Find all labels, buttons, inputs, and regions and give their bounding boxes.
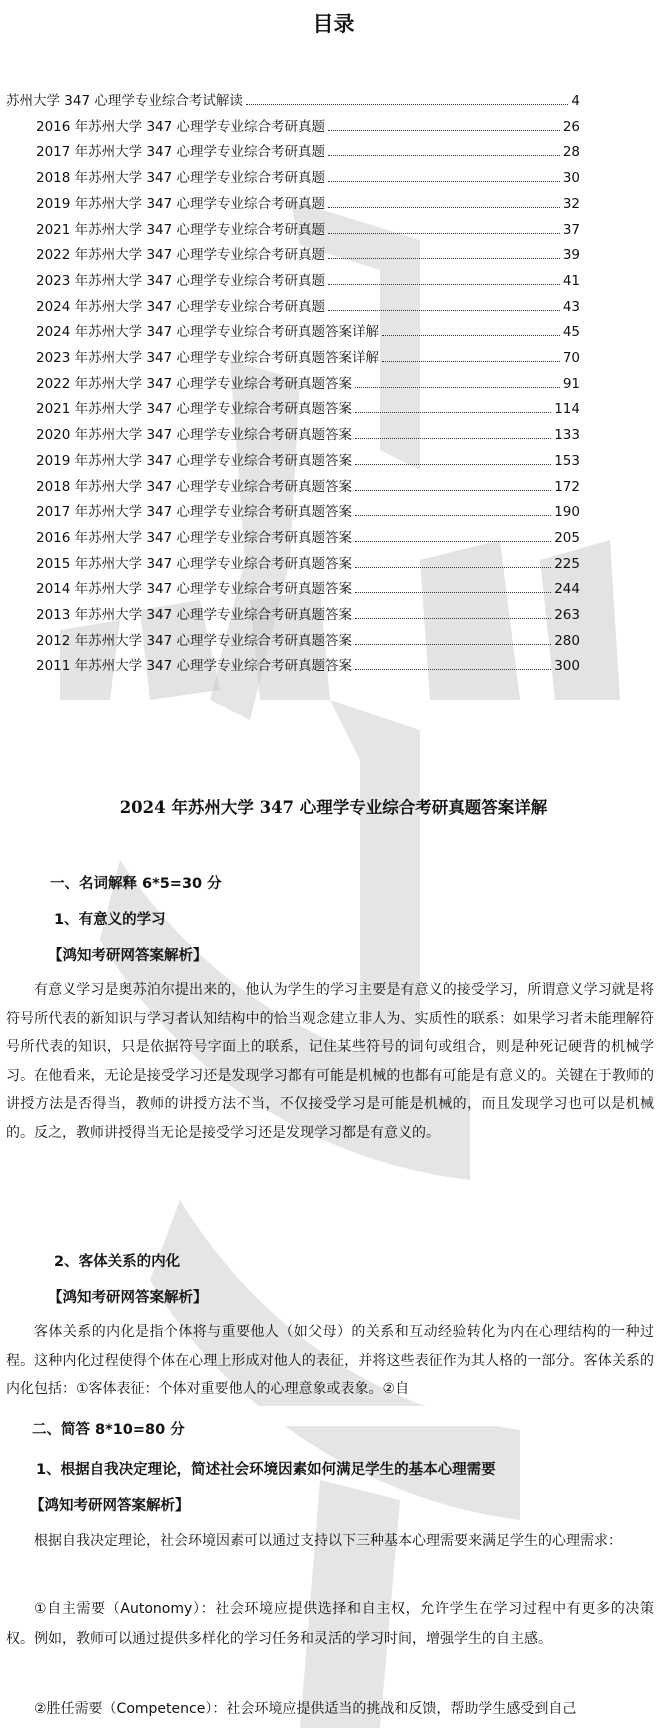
toc-leader-dots: [355, 490, 551, 491]
toc-leader-dots: [355, 669, 551, 670]
toc-leader-dots: [355, 515, 551, 516]
answers-title: 2024 年苏州大学 347 心理学专业综合考研真题答案详解: [119, 798, 548, 817]
toc-entry-title: 2017 年苏州大学 347 心理学专业综合考研真题: [36, 144, 325, 161]
toc-leader-dots: [382, 335, 560, 336]
toc-entry[interactable]: [36, 552, 580, 572]
toc-leader-dots: [328, 284, 560, 285]
s1-point-autonomy: ①自主需要（Autonomy）：社会环境应提供选择和自主权，允许学生在学习过程中有更多的决策权。例如，教师可以通过提供多样化的学习任务和灵活的学习时间，增强学生的自主感。: [6, 1601, 654, 1647]
toc-entry-page: 45: [562, 324, 580, 341]
toc-leader-dots: [328, 207, 560, 208]
toc-entry-page: 91: [562, 375, 580, 392]
toc-entry-title: 2015 年苏州大学 347 心理学专业综合考研真题答案: [36, 555, 352, 572]
toc-entry-title: 2012 年苏州大学 347 心理学专业综合考研真题答案: [36, 632, 352, 649]
toc-entry-page: 4: [571, 93, 580, 109]
toc-entry-page: 41: [562, 272, 580, 289]
toc-entry-page: 30: [562, 170, 580, 187]
toc-leader-dots: [382, 361, 560, 362]
q1-answer-tag: 【鸿知考研网答案解析】: [48, 948, 208, 964]
toc-entry[interactable]: [36, 372, 580, 392]
toc-entry-title: 2019 年苏州大学 347 心理学专业综合考研真题: [36, 195, 325, 212]
toc-entry[interactable]: [36, 140, 580, 160]
toc-entry-title: 2011 年苏州大学 347 心理学专业综合考研真题答案: [36, 658, 352, 675]
toc-entry-title: 2013 年苏州大学 347 心理学专业综合考研真题答案: [36, 607, 352, 623]
s1-heading: 1、根据自我决定理论，简述社会环境因素如何满足学生的基本心理需要: [36, 1462, 496, 1478]
toc-leader-dots: [355, 464, 551, 465]
toc-leader-dots: [328, 233, 560, 234]
toc-entry-title: 2016 年苏州大学 347 心理学专业综合考研真题答案: [36, 529, 352, 546]
toc-entry-page: 225: [554, 555, 580, 572]
toc-entry-title: 2021 年苏州大学 347 心理学专业综合考研真题答案: [36, 401, 352, 418]
toc-entry-page: 133: [554, 427, 580, 444]
q2-answer-tag: 【鸿知考研网答案解析】: [48, 1290, 208, 1306]
toc-entry[interactable]: [36, 346, 580, 366]
toc-entry-title: 2024 年苏州大学 347 心理学专业综合考研真题: [36, 298, 325, 315]
toc-entry-title: 2016 年苏州大学 347 心理学专业综合考研真题: [36, 118, 325, 135]
q2-heading: 2、客体关系的内化: [54, 1254, 181, 1270]
q1-heading: 1、有意义的学习: [54, 912, 166, 928]
toc-entry-title: 2014 年苏州大学 347 心理学专业综合考研真题答案: [36, 581, 352, 598]
toc-entry[interactable]: [36, 192, 580, 212]
toc-entry-title: 2018 年苏州大学 347 心理学专业综合考研真题答案: [36, 478, 352, 495]
toc-entry-title: 2019 年苏州大学 347 心理学专业综合考研真题答案: [36, 452, 352, 469]
toc-entry-page: 70: [562, 350, 580, 366]
toc-leader-dots: [328, 258, 560, 259]
toc-entry-page: 190: [554, 504, 580, 521]
toc-entry-page: 43: [562, 298, 580, 315]
toc-entry[interactable]: [36, 449, 580, 469]
toc-entry-title: 2017 年苏州大学 347 心理学专业综合考研真题答案: [36, 504, 352, 521]
toc-entry-title: 2024 年苏州大学 347 心理学专业综合考研真题答案详解: [36, 324, 379, 341]
toc-entry-page: 153: [554, 452, 580, 469]
toc-entry[interactable]: [36, 115, 580, 135]
toc-entry[interactable]: [36, 603, 580, 623]
toc-leader-dots: [355, 592, 551, 593]
toc-entry-page: 300: [554, 658, 580, 675]
toc-entry[interactable]: [36, 577, 580, 597]
toc-leader-dots: [328, 310, 560, 311]
toc-leader-dots: [328, 155, 560, 156]
toc-entry-page: 263: [554, 607, 580, 623]
toc-entry-title: 2021 年苏州大学 347 心理学专业综合考研真题: [36, 221, 325, 238]
toc-entry-title: 2020 年苏州大学 347 心理学专业综合考研真题答案: [36, 427, 352, 444]
toc-entry-page: 244: [554, 581, 580, 598]
toc-leader-dots: [355, 567, 551, 568]
toc-entry-title: 2022 年苏州大学 347 心理学专业综合考研真题答案: [36, 375, 352, 392]
toc-entry[interactable]: [36, 500, 580, 520]
toc-entry[interactable]: [36, 475, 580, 495]
toc-entry-page: 114: [554, 401, 580, 418]
toc-leader-dots: [355, 387, 560, 388]
part1-heading: 一、名词解释 6*5=30 分: [50, 876, 222, 892]
toc-leader-dots: [328, 130, 560, 131]
toc-entry-title: 2018 年苏州大学 347 心理学专业综合考研真题: [36, 170, 325, 187]
toc-entry-page: 39: [562, 247, 580, 264]
toc-leader-dots: [355, 644, 551, 645]
toc-entry-page: 32: [562, 195, 580, 212]
toc-leader-dots: [246, 104, 569, 105]
toc-entry[interactable]: [36, 526, 580, 546]
toc-entry[interactable]: [36, 269, 580, 289]
s1-intro: 根据自我决定理论，社会环境因素可以通过支持以下三种基本心理需要来满足学生的心理需求：: [34, 1533, 622, 1549]
toc-entry-title: 2022 年苏州大学 347 心理学专业综合考研真题: [36, 247, 325, 264]
toc-entry-page: 280: [554, 632, 580, 649]
toc-leader-dots: [355, 618, 551, 619]
toc-entry-page: 28: [562, 144, 580, 161]
toc-entry-page: 37: [562, 221, 580, 238]
toc-entry[interactable]: [36, 629, 580, 649]
toc-title: 目录: [312, 11, 355, 36]
toc-leader-dots: [355, 541, 551, 542]
toc-entry[interactable]: [36, 423, 580, 443]
toc-leader-dots: [328, 181, 560, 182]
toc-entry[interactable]: [36, 397, 580, 417]
q2-answer-text: 客体关系的内化是指个体将与重要他人（如父母）的关系和互动经验转化为内在心理结构的一种过程。这种内化过程使得个体在心理上形成对他人的表征，并将这些表征作为其人格的一部分。客体关系的内化包括：①客体表征：个体对重要他人的心理意象或表象。②自: [6, 1324, 654, 1397]
s1-point-competence: ②胜任需要（Competence）：社会环境应提供适当的挑战和反馈，帮助学生感受到自己: [34, 1701, 577, 1717]
toc-entry[interactable]: [36, 166, 580, 186]
toc-entry[interactable]: [36, 218, 580, 238]
toc-entry-page: 172: [554, 478, 580, 495]
toc-entry-page: 205: [554, 529, 580, 546]
toc-entry-title: 苏州大学 347 心理学专业综合考试解读: [6, 93, 243, 109]
part2-heading: 二、简答 8*10=80 分: [32, 1422, 185, 1438]
toc-leader-dots: [355, 438, 551, 439]
toc-entry[interactable]: [36, 320, 580, 340]
s1-answer-tag: 【鸿知考研网答案解析】: [30, 1498, 190, 1514]
toc-entry[interactable]: [6, 89, 580, 109]
toc-entry[interactable]: [36, 243, 580, 263]
q1-answer-text: 有意义学习是奥苏泊尔提出来的，他认为学生的学习主要是有意义的接受学习，所谓意义学习就是将符号所代表的新知识与学习者认知结构中的恰当观念建立非人为、实质性的联系：如果学习者未能理解符号所代表的知识，只是依据符号字面上的联系，记住某些符号的词句或组合，则是种死记硬背的机械学习。在他看来，无论是接受学习还是发现学习都有可能是机械的也都有可能是有意义的。关键在于教师的讲授方法是否得当，教师的讲授方法不当，不仅接受学习是可能是机械的，而且发现学习也可以是机械的。反之，教师讲授得当无论是接受学习还是发现学习都是有意义的。: [6, 982, 654, 1141]
toc-entry[interactable]: [36, 654, 580, 674]
toc-entry-page: 26: [562, 118, 580, 135]
toc-entry-title: 2023 年苏州大学 347 心理学专业综合考研真题答案详解: [36, 350, 379, 366]
toc-entry[interactable]: [36, 295, 580, 315]
toc-leader-dots: [355, 412, 551, 413]
toc-entry-title: 2023 年苏州大学 347 心理学专业综合考研真题: [36, 272, 325, 289]
